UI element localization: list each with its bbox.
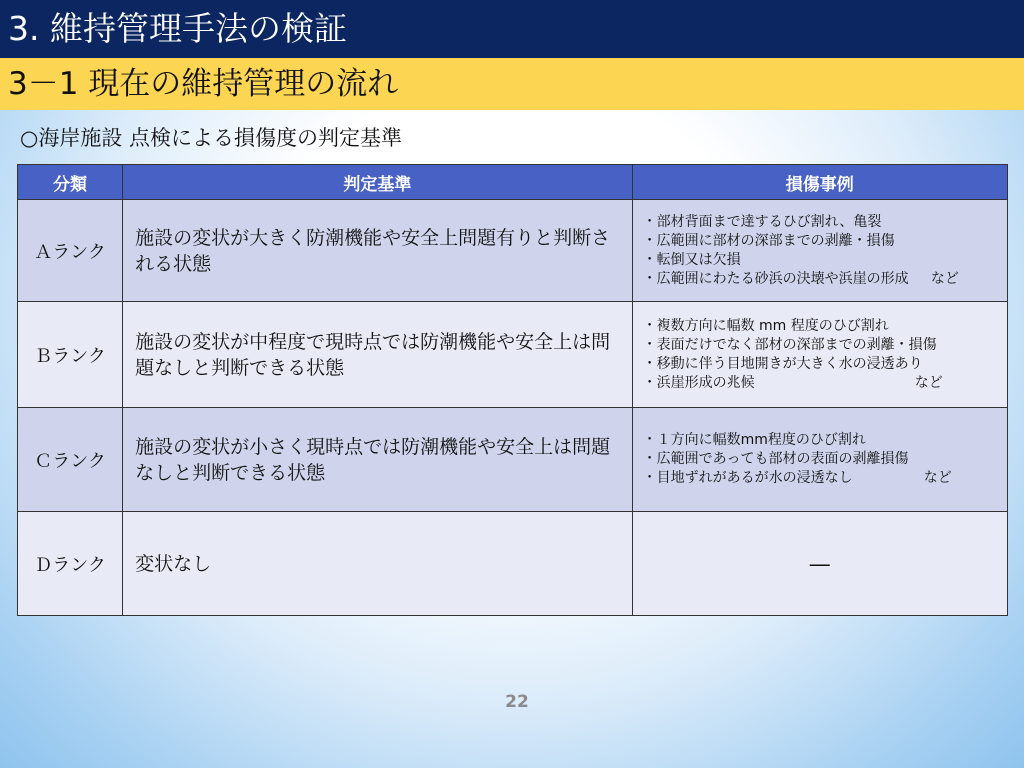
damage-examples [632, 302, 1007, 408]
damage-example-item: ・複数方向に幅数 mm 程度のひび割れ [642, 317, 889, 334]
damage-example-item: ・広範囲に部材の深部までの剥離・損傷 [642, 232, 895, 249]
no-examples-dash: ― [632, 512, 1007, 616]
damage-example-item: ・表面だけでなく部材の深部までの剥離・損傷 [642, 336, 937, 353]
damage-example-item: ・広範囲にわたる砂浜の決壊や浜崖の形成 など [642, 270, 959, 287]
damage-example-item: ・浜崖形成の兆候 など [642, 374, 943, 391]
column-header-classification: 分類 [18, 165, 123, 200]
damage-example-item: ・移動に伴う目地開きが大きく水の浸透あり [642, 355, 923, 372]
damage-criteria-table [17, 164, 1008, 616]
rank-label: Ｂランク [18, 302, 123, 408]
rank-label: Ａランク [18, 200, 123, 302]
damage-examples [632, 408, 1007, 512]
page-number: 22 [505, 692, 529, 712]
section-heading: ○海岸施設 点検による損傷度の判定基準 [20, 126, 402, 150]
damage-example-item: ・１方向に幅数mm程度のひび割れ [642, 432, 866, 448]
rank-label: Ｃランク [18, 408, 123, 512]
rank-label: Ｄランク [18, 512, 123, 616]
table-header-row [18, 165, 1008, 200]
damage-example-item: ・部材背面まで達するひび割れ、亀裂 [642, 213, 882, 230]
column-header-criteria: 判定基準 [123, 165, 633, 200]
criteria-text: 変状なし [123, 512, 633, 616]
table-row-rank-c [18, 408, 1008, 512]
criteria-text: 施設の変状が大きく防潮機能や安全上問題有りと判断される状態 [123, 200, 633, 302]
table-row-rank-b [18, 302, 1008, 408]
table-row-rank-d [18, 512, 1008, 616]
damage-examples [632, 200, 1007, 302]
damage-example-item: ・広範囲であっても部材の表面の剥離損傷 [642, 451, 909, 467]
slide-subtitle: 3－1 現在の維持管理の流れ [0, 58, 1024, 110]
criteria-text: 施設の変状が小さく現時点では防潮機能や安全上は問題なしと判断できる状態 [123, 408, 633, 512]
damage-example-item: ・目地ずれがあるが水の浸透なし など [642, 470, 952, 486]
slide-title: 3. 維持管理手法の検証 [0, 0, 1024, 58]
damage-example-item: ・転倒又は欠損 [642, 251, 741, 268]
table-row-rank-a [18, 200, 1008, 302]
criteria-text: 施設の変状が中程度で現時点では防潮機能や安全上は問題なしと判断できる状態 [123, 302, 633, 408]
column-header-damage-examples: 損傷事例 [632, 165, 1007, 200]
